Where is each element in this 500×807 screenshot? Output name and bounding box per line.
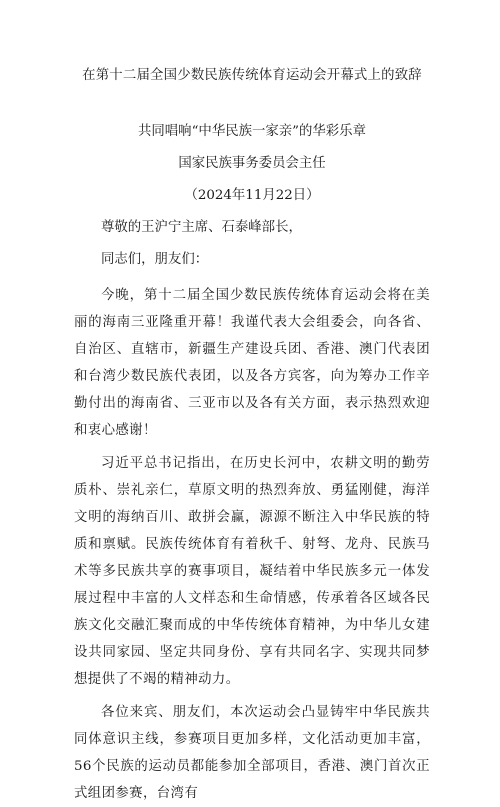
date-line: （2024年11月22日）	[184, 188, 320, 203]
salutation-line: 尊敬的王沪宁主席、石泰峰部长，	[101, 220, 302, 235]
document-title: 在第十二届全国少数民族传统体育运动会开幕式上的致辞	[82, 68, 422, 83]
document-subtitle: 共同唱响“中华民族一家亲”的华彩乐章	[138, 124, 366, 139]
author-line: 国家民族事务委员会主任	[178, 156, 326, 171]
body-paragraph: 今晚，第十二届全国少数民族传统体育运动会将在美丽的海南三亚隆重开幕！我谨代表大会组委会，向各省、自治区、直辖市，新疆生产建设兵团、香港、澳门代表团和台湾少数民族代表团，以及各方宾客，向为筹办工作辛勤付出的海南省、三亚市以及各有关方面，表示热烈欢迎和衷心感谢！	[74, 288, 430, 438]
body-paragraph: 习近平总书记指出，在历史长河中，农耕文明的勤劳质朴、崇礼亲仁，草原文明的热烈奔放、勇猛刚健，海洋文明的海纳百川、敢拼会赢，源源不断注入中华民族的特质和禀赋。民族传统体育有着秋千、射弩、龙舟、民族马术等多民族共享的赛事项目，凝结着中华民族多元一体发展过程中丰富的人文样态和生命情感，传承着各区域各民族文化交融汇聚而成的中华传统体育精神，为中华儿女建设共同家园、坚定共同身份、享有共同名字、实现共同梦想提供了不竭的精神动力。	[74, 456, 430, 687]
body-paragraph: 各位来宾、朋友们，本次运动会凸显铸牢中华民族共同体意识主线，参赛项目更加多样，文化活动更加丰富，56个民族的运动员都能参加全部项目，香港、澳门首次正式组团参赛，台湾有	[74, 705, 430, 801]
salutation-line: 同志们，朋友们：	[101, 252, 209, 267]
